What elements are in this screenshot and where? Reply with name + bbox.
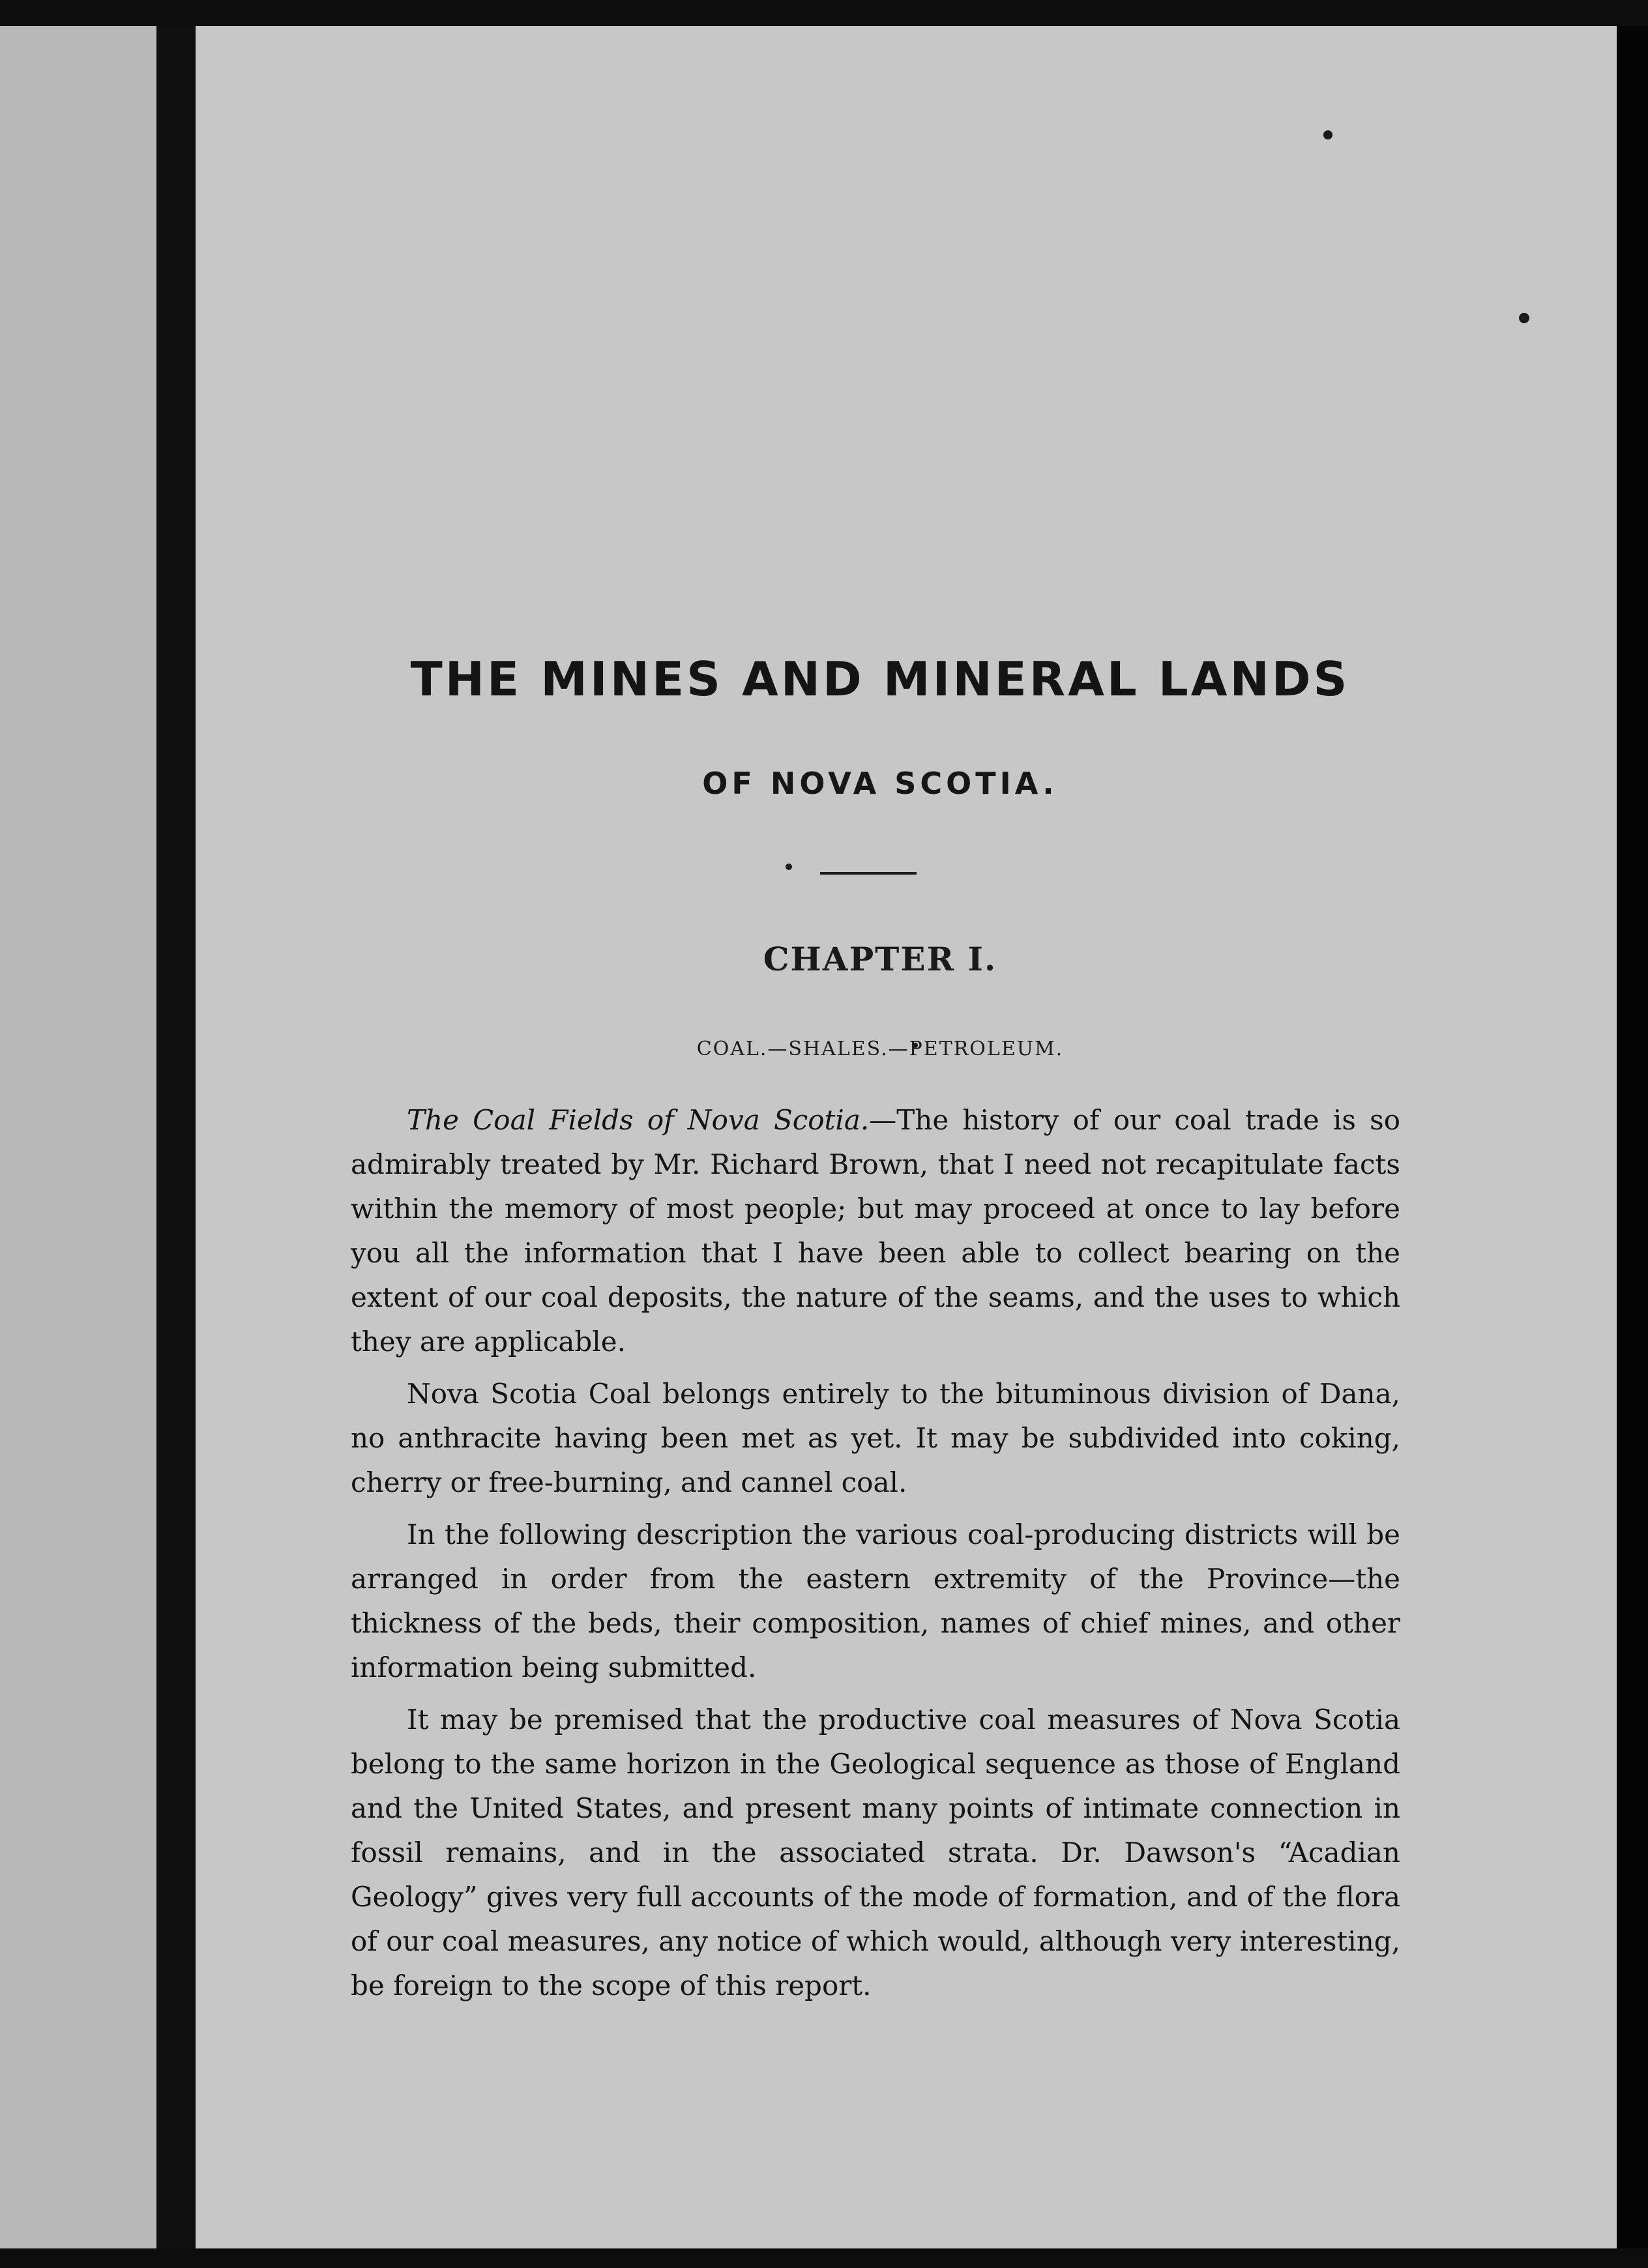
paragraph-4: It may be premised that the productive coal measures of Nova Scotia belong to the same horizon in the Geological sequence as those of England and the United States, and present many points of intimate connection in fossil remains, and in the associated strata. Dr. Dawson's “Acadian Geology” gives very full accounts of the mode of formation, and of the flora of our coal measures, any notice of which would, although very interesting, be foreign to the scope of this report. [351,1704,1400,2001]
paragraph-1-lead: The Coal Fields of Nova Scotia. [407,1104,870,1136]
ink-speck [1323,130,1332,139]
body-text [351,1098,1400,2016]
chapter-heading: CHAPTER I. [763,940,997,978]
chapter-subjects: COAL.—SHALES.—PETROLEUM. [696,1038,1064,1060]
paragraph-3: In the following description the various coal-producing districts will be arranged in order from the eastern extremity of the Province—the thickness of the beds, their composition, names of chief mines, and other information being submitted. [351,1519,1400,1683]
book-title: THE MINES AND MINERAL LANDS [410,652,1350,706]
scan-border [1617,26,1648,2248]
ink-speck [1519,313,1529,323]
book-gutter [156,26,196,2248]
paragraph-1 [351,1098,1400,1364]
ink-speck [786,864,792,870]
book-subtitle: OF NOVA SCOTIA. [702,766,1058,801]
paragraph-2: Nova Scotia Coal belongs entirely to the bituminous division of Dana, no anthracite having been met as yet. It may be subdivided into coking, cherry or free-burning, and cannel coal. [351,1378,1400,1498]
paragraph-1-text: —The history of our coal trade is so admirably treated by Mr. Richard Brown, that I need not recapitulate facts within the memory of most people; but may proceed at once to lay before you all the information that I have been able to collect bearing on the extent of our coal deposits, the nature of the seams, and the uses to which they are applicable. [351,1104,1400,1358]
facing-page-edge [0,26,156,2248]
title-rule [820,872,917,875]
